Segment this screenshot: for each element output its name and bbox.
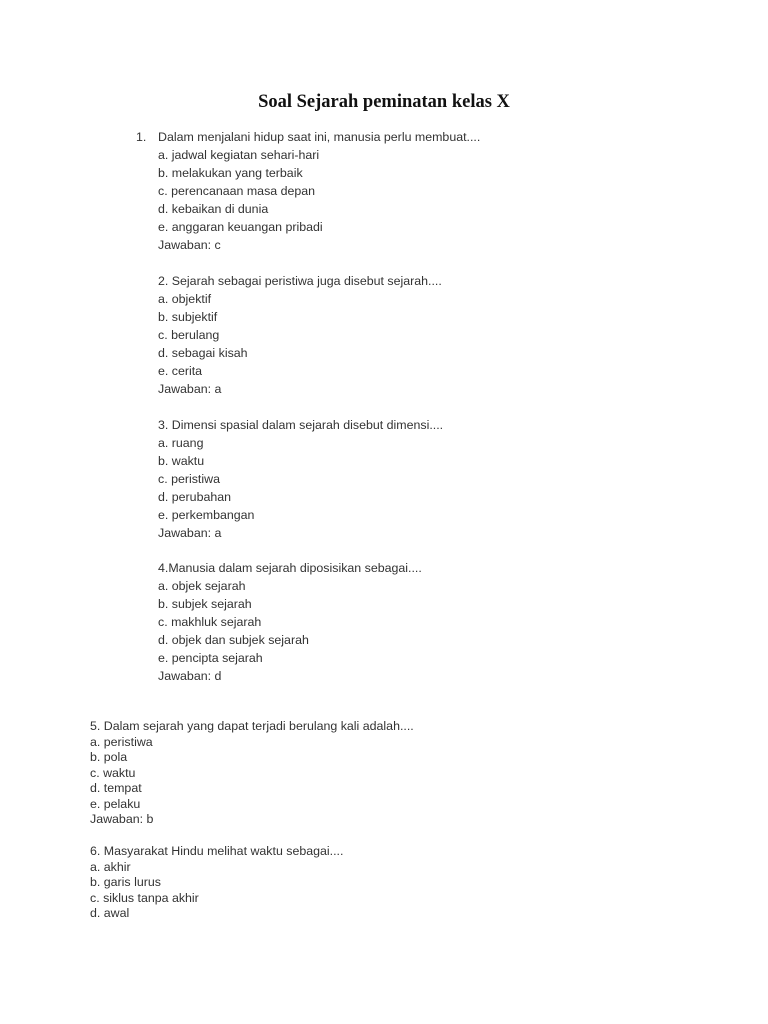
option-b: b. pola xyxy=(90,750,128,764)
option-a: a. objek sejarah xyxy=(158,579,246,593)
answer: Jawaban: b xyxy=(90,812,154,826)
option-d: d. kebaikan di dunia xyxy=(158,202,269,216)
option-c: c. berulang xyxy=(158,328,220,342)
question-6 xyxy=(90,844,343,922)
question-text: 2. Sejarah sebagai peristiwa juga disebut sejarah.... xyxy=(158,274,442,288)
option-a: a. peristiwa xyxy=(90,734,153,749)
option-b: b. subjek sejarah xyxy=(158,597,252,611)
question-number: 1. xyxy=(136,130,147,144)
question-3 xyxy=(158,416,443,542)
option-b: b. garis lurus xyxy=(90,875,161,889)
option-e: e. pencipta sejarah xyxy=(158,651,263,665)
question-text: 4.Manusia dalam sejarah diposisikan sebagai.... xyxy=(158,561,422,575)
option-c: c. perencanaan masa depan xyxy=(158,184,316,198)
question-5 xyxy=(90,719,414,828)
option-d: d. objek dan subjek sejarah xyxy=(158,633,309,647)
option-b: b. subjektif xyxy=(158,310,218,324)
option-a: a. objektif xyxy=(158,292,212,306)
option-e: e. perkembangan xyxy=(158,508,255,522)
option-c: c. waktu xyxy=(90,765,136,780)
option-c: c. makhluk sejarah xyxy=(158,615,262,629)
option-d: d. awal xyxy=(90,906,130,920)
option-e: e. pelaku xyxy=(90,796,141,811)
option-d: d. sebagai kisah xyxy=(158,346,248,360)
answer: Jawaban: a xyxy=(158,526,222,540)
answer: Jawaban: a xyxy=(158,382,222,396)
question-4 xyxy=(158,559,422,685)
answer: Jawaban: d xyxy=(158,669,222,683)
question-text: 6. Masyarakat Hindu melihat waktu sebagai.... xyxy=(90,844,344,858)
option-c: c. peristiwa xyxy=(158,472,220,486)
document-title: Soal Sejarah peminatan kelas X xyxy=(258,92,510,112)
option-b: b. melakukan yang terbaik xyxy=(158,166,303,180)
option-d: d. tempat xyxy=(90,781,142,795)
question-text: 3. Dimensi spasial dalam sejarah disebut dimensi.... xyxy=(158,418,444,432)
option-a: a. ruang xyxy=(158,436,204,450)
option-a: a. jadwal kegiatan sehari-hari xyxy=(158,148,320,162)
question-text: Dalam menjalani hidup saat ini, manusia perlu membuat.... xyxy=(158,130,481,144)
question-2 xyxy=(158,272,442,398)
option-c: c. siklus tanpa akhir xyxy=(90,890,199,905)
option-a: a. akhir xyxy=(90,859,131,874)
option-e: e. anggaran keuangan pribadi xyxy=(158,220,323,234)
question-1 xyxy=(136,128,481,254)
option-b: b. waktu xyxy=(158,454,205,468)
answer: Jawaban: c xyxy=(158,238,221,252)
question-text: 5. Dalam sejarah yang dapat terjadi berulang kali adalah.... xyxy=(90,719,414,733)
option-d: d. perubahan xyxy=(158,490,232,504)
option-e: e. cerita xyxy=(158,364,203,378)
